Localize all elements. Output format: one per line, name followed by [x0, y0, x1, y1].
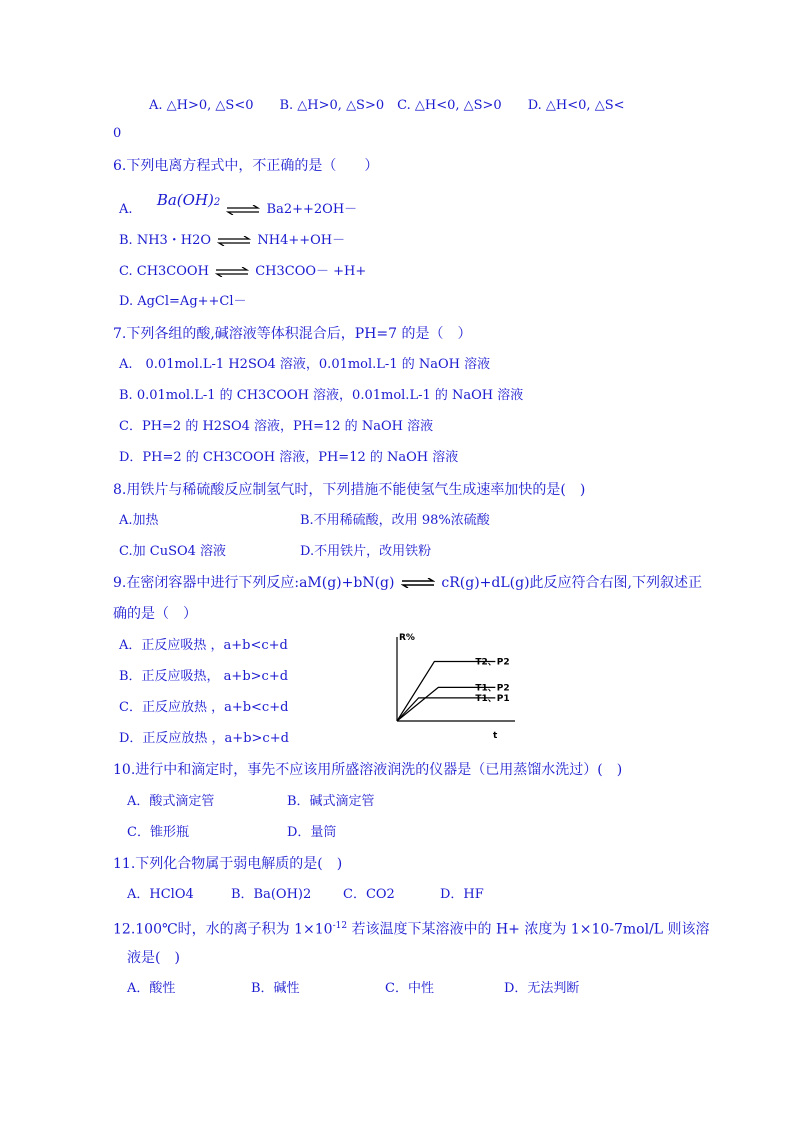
q10-option-a: A．酸式滴定管	[127, 794, 215, 809]
q8-option-d: D.不用铁片，改用铁粉	[300, 544, 432, 559]
q7-option-c: C．PH=2 的 H2SO4 溶液，PH=12 的 NaOH 溶液	[119, 419, 434, 434]
q8-option-c: C.加 CuSO4 溶液	[119, 544, 227, 559]
q9-stem	[113, 575, 702, 591]
q9-option-d: D．正反应放热 ，a+b>c+d	[119, 731, 289, 746]
q6-a-right: Ba2++2OH－	[266, 202, 358, 217]
q12-option-c: C．中性	[385, 981, 434, 996]
q12-option-a: A．酸性	[127, 981, 176, 996]
q12-option-b: B．碱性	[251, 981, 300, 996]
q9-stem-right: cR(g)+dL(g)此反应符合右图,下列叙述正	[441, 575, 702, 591]
q9-option-a: A．正反应吸热 ，a+b<c+d	[119, 638, 288, 653]
equilibrium-arrow-icon	[217, 236, 251, 246]
q9-stem-left: 9.在密闭容器中进行下列反应:aM(g)+bN(g)	[113, 575, 395, 591]
q10-option-b: B．碱式滴定管	[287, 794, 375, 809]
rate-time-chart	[385, 628, 525, 743]
q6-option-b	[119, 233, 345, 249]
q9-stem-wrap: 确的是（ ）	[113, 606, 197, 622]
chart-ylabel: R%	[399, 633, 415, 643]
q12-stem-wrap: 液是( )	[127, 950, 180, 966]
q7-option-b: B. 0.01mol.L-1 的 CH3COOH 溶液，0.01mol.L-1 的 NaOH 溶液	[119, 388, 524, 403]
q6-option-c	[119, 264, 366, 280]
equilibrium-arrow-icon	[215, 267, 249, 277]
q10-option-d: D．量筒	[287, 825, 337, 840]
q11-stem: 11.下列化合物属于弱电解质的是( )	[113, 856, 343, 872]
q12-stem-a: 12.100℃时，水的离子积为 1×10	[113, 921, 333, 938]
q7-option-d: D．PH=2 的 CH3COOH 溶液，PH=12 的 NaOH 溶液	[119, 450, 459, 465]
q6-option-d: D. AgCl=Ag++Cl－	[119, 294, 247, 309]
q6-a-formula	[157, 191, 220, 209]
q6-a-formula-text: Ba(OH)	[156, 191, 214, 209]
q11-option-d: D．HF	[440, 887, 484, 902]
q9-option-c: C．正反应放热 ，a+b<c+d	[119, 700, 289, 715]
q6-option-a	[119, 191, 358, 219]
q6-c-left: C. CH3COOH	[119, 264, 209, 279]
chart-series-label-1: T2、P2	[475, 657, 510, 668]
chart-xlabel: t	[493, 731, 498, 741]
chart-series-label-3: T1、P1	[475, 693, 510, 704]
q11-option-b: B．Ba(OH)2	[231, 887, 312, 902]
equilibrium-arrow-icon	[226, 205, 260, 215]
q9-option-b: B．正反应吸热， a+b>c+d	[119, 669, 289, 684]
q6-b-left: B. NH3・H2O	[119, 233, 212, 248]
equilibrium-arrow-icon	[401, 578, 435, 588]
q10-option-c: C．锥形瓶	[127, 825, 189, 840]
chart-axes	[397, 637, 515, 721]
q12-stem	[113, 918, 710, 938]
chart-series-label-2: T1、P2	[475, 683, 510, 694]
q8-option-b: B.不用稀硫酸，改用 98%浓硫酸	[300, 513, 490, 528]
q8-option-a: A.加热	[119, 513, 159, 528]
q6-a-formula-sub: 2	[213, 197, 221, 208]
q6-c-right: CH3COO－ +H+	[255, 264, 367, 279]
q5-options: A. △H>0, △S<0 B. △H>0, △S>0 C. △H<0, △S>0 D. △H<0, △S<	[149, 98, 625, 113]
q10-stem: 10.进行中和滴定时，事先不应该用所盛溶液润洗的仪器是（已用蒸馏水洗过）( )	[113, 762, 623, 778]
q12-option-d: D．无法判断	[504, 981, 580, 996]
q11-option-c: C．CO2	[343, 887, 395, 902]
q5-options-wrap: 0	[113, 126, 122, 141]
q7-option-a: A. 0.01mol.L-1 H2SO4 溶液，0.01mol.L-1 的 NaOH 溶液	[119, 357, 491, 372]
chart-series-labels	[475, 658, 509, 704]
q6-a-label: A.	[119, 202, 133, 217]
q11-option-a: A．HClO4	[127, 887, 194, 902]
q6-stem: 6.下列电离方程式中，不正确的是（ ）	[113, 158, 379, 174]
q12-stem-sup: -12	[332, 921, 348, 931]
q12-stem-b: 若该温度下某溶液中的 H+ 浓度为 1×10-7mol/L 则该溶	[347, 921, 710, 938]
q8-stem: 8.用铁片与稀硫酸反应制氢气时，下列措施不能使氢气生成速率加快的是( )	[113, 482, 586, 498]
q6-b-right: NH4++OH－	[257, 233, 346, 248]
q7-stem: 7.下列各组的酸,碱溶液等体积混合后，PH=7 的是（ ）	[113, 326, 472, 342]
